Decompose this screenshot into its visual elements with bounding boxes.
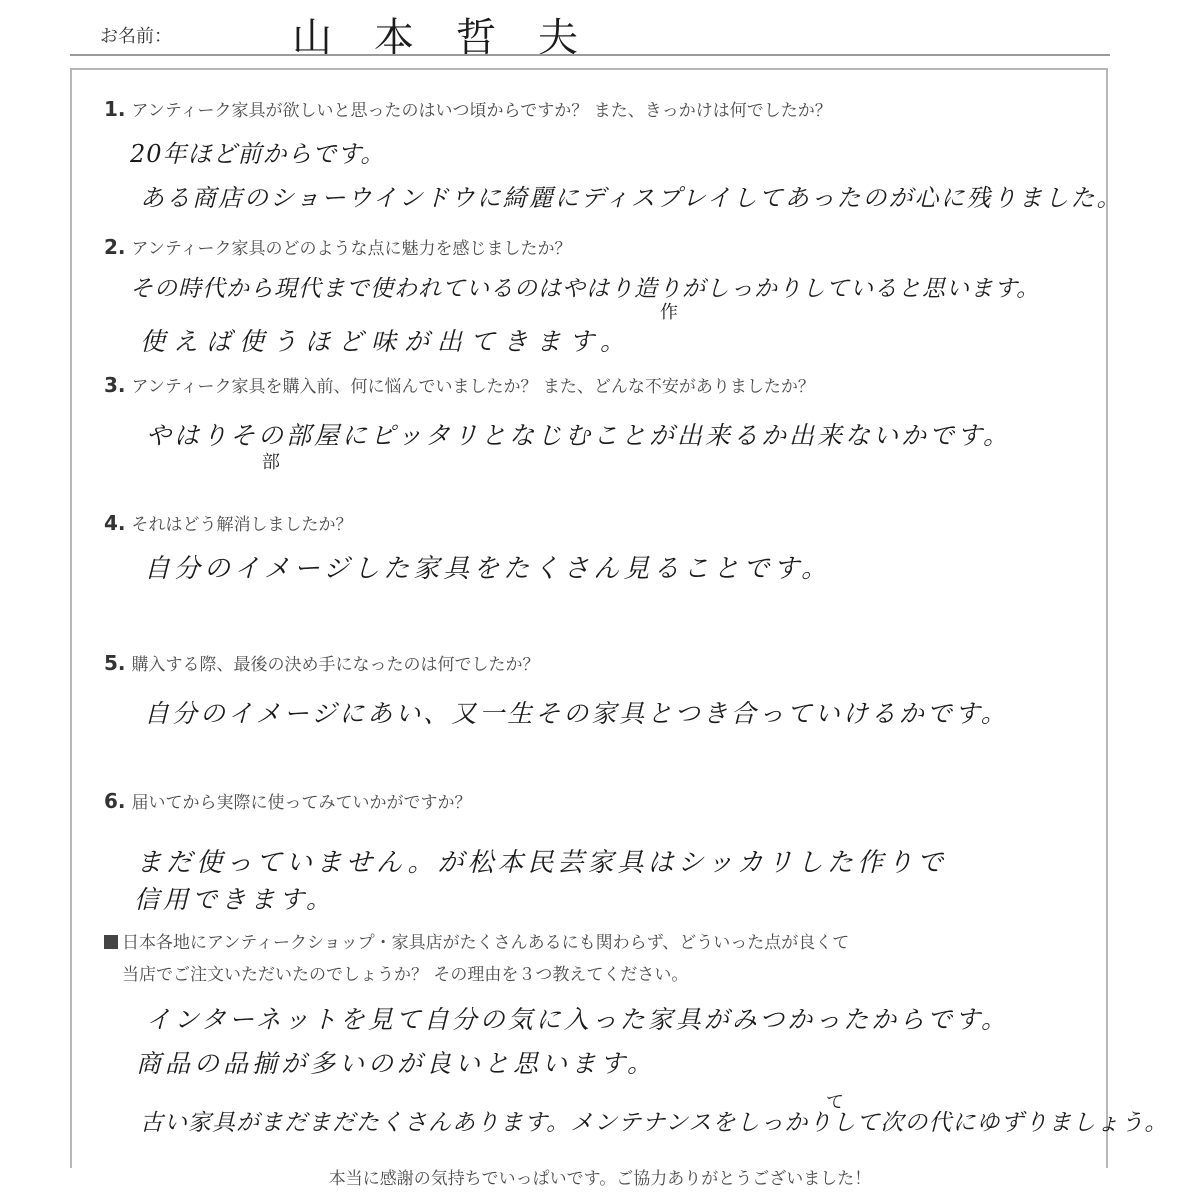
feature-answer-3: 古い家具がまだまだたくさんあります。メンテナンスをしっかりして次の代にゆずりましょう。	[140, 1110, 1169, 1136]
question-3-text: アンティーク家具を購入前、何に悩んでいましたか？ また、どんな不安がありましたか？	[131, 377, 815, 397]
question-1-number: 1.	[104, 97, 126, 121]
question-4-text: それはどう解消しましたか？	[131, 515, 353, 535]
feature-question-text-1: 日本各地にアンティークショップ・家具店がたくさんあるにも関わらず、どういった点が良くて	[122, 933, 850, 953]
answer-2-line-1: その時代から現代まで使われているのはやはり造りがしっかりしていると思います。	[130, 276, 1041, 302]
question-6-text: 届いてから実際に使ってみていかがですか？	[131, 793, 472, 813]
answer-1-line-1: 20年ほど前からです。	[130, 140, 386, 168]
answer-6-line-1: まだ使っていません。が松本民芸家具はシッカリした作りで	[136, 848, 948, 878]
answer-3-correction-note: 部	[262, 452, 280, 473]
name-label: お名前：	[100, 26, 172, 47]
feature-question-line-2: 当店でご注文いただいたのでしょうか？ その理由を３つ教えてください。	[122, 965, 689, 985]
question-5-number: 5.	[104, 651, 126, 675]
footer-thanks: 本当に感謝の気持ちでいっぱいです。ご協力ありがとうございました！	[328, 1169, 872, 1189]
question-2-number: 2.	[104, 235, 126, 259]
square-bullet-icon	[104, 935, 118, 949]
question-4-number: 4.	[104, 511, 126, 535]
feature-answer-2: 商品の品揃が多いのが良いと思います。	[136, 1049, 657, 1078]
feature-answer-correction-note: て	[826, 1092, 844, 1113]
name-value: 山本哲夫	[292, 15, 620, 61]
question-3-number: 3.	[104, 373, 126, 397]
name-row	[70, 10, 1110, 61]
feature-question-line-1	[104, 928, 849, 953]
answer-3-line-1: やはりその部屋にピッタリとなじむことが出来るか出来ないかです。	[146, 421, 1012, 450]
question-6-number: 6.	[104, 789, 126, 813]
answer-6-line-2: 信用できます。	[134, 885, 336, 914]
answer-2-line-2: 使えば使うほど味が出てきます。	[140, 327, 634, 356]
answer-2-correction-note: 作	[660, 302, 678, 323]
question-4	[104, 510, 353, 535]
feature-answer-1: インターネットを見て自分の気に入った家具がみつかったからです。	[146, 1005, 1010, 1034]
answer-1-line-2: ある商店のショーウインドウに綺麗にディスプレイしてあったのが心に残りました。	[140, 184, 1123, 212]
question-1-text: アンティーク家具が欲しいと思ったのはいつ頃からですか？ また、きっかけは何でしたか？	[131, 101, 832, 121]
question-2-text: アンティーク家具のどのような点に魅力を感じましたか？	[131, 239, 572, 259]
question-2	[104, 234, 571, 259]
question-3	[104, 372, 815, 397]
question-5-text: 購入する際、最後の決め手になったのは何でしたか？	[131, 655, 540, 675]
name-underline	[70, 54, 1110, 56]
question-5	[104, 650, 540, 675]
question-1	[104, 96, 832, 121]
answer-4-line-1: 自分のイメージした家具をたくさん見ることです。	[144, 554, 832, 584]
answer-5-line-1: 自分のイメージにあい、又一生その家具とつき合っていけるかです。	[144, 699, 1009, 728]
question-6	[104, 788, 472, 813]
